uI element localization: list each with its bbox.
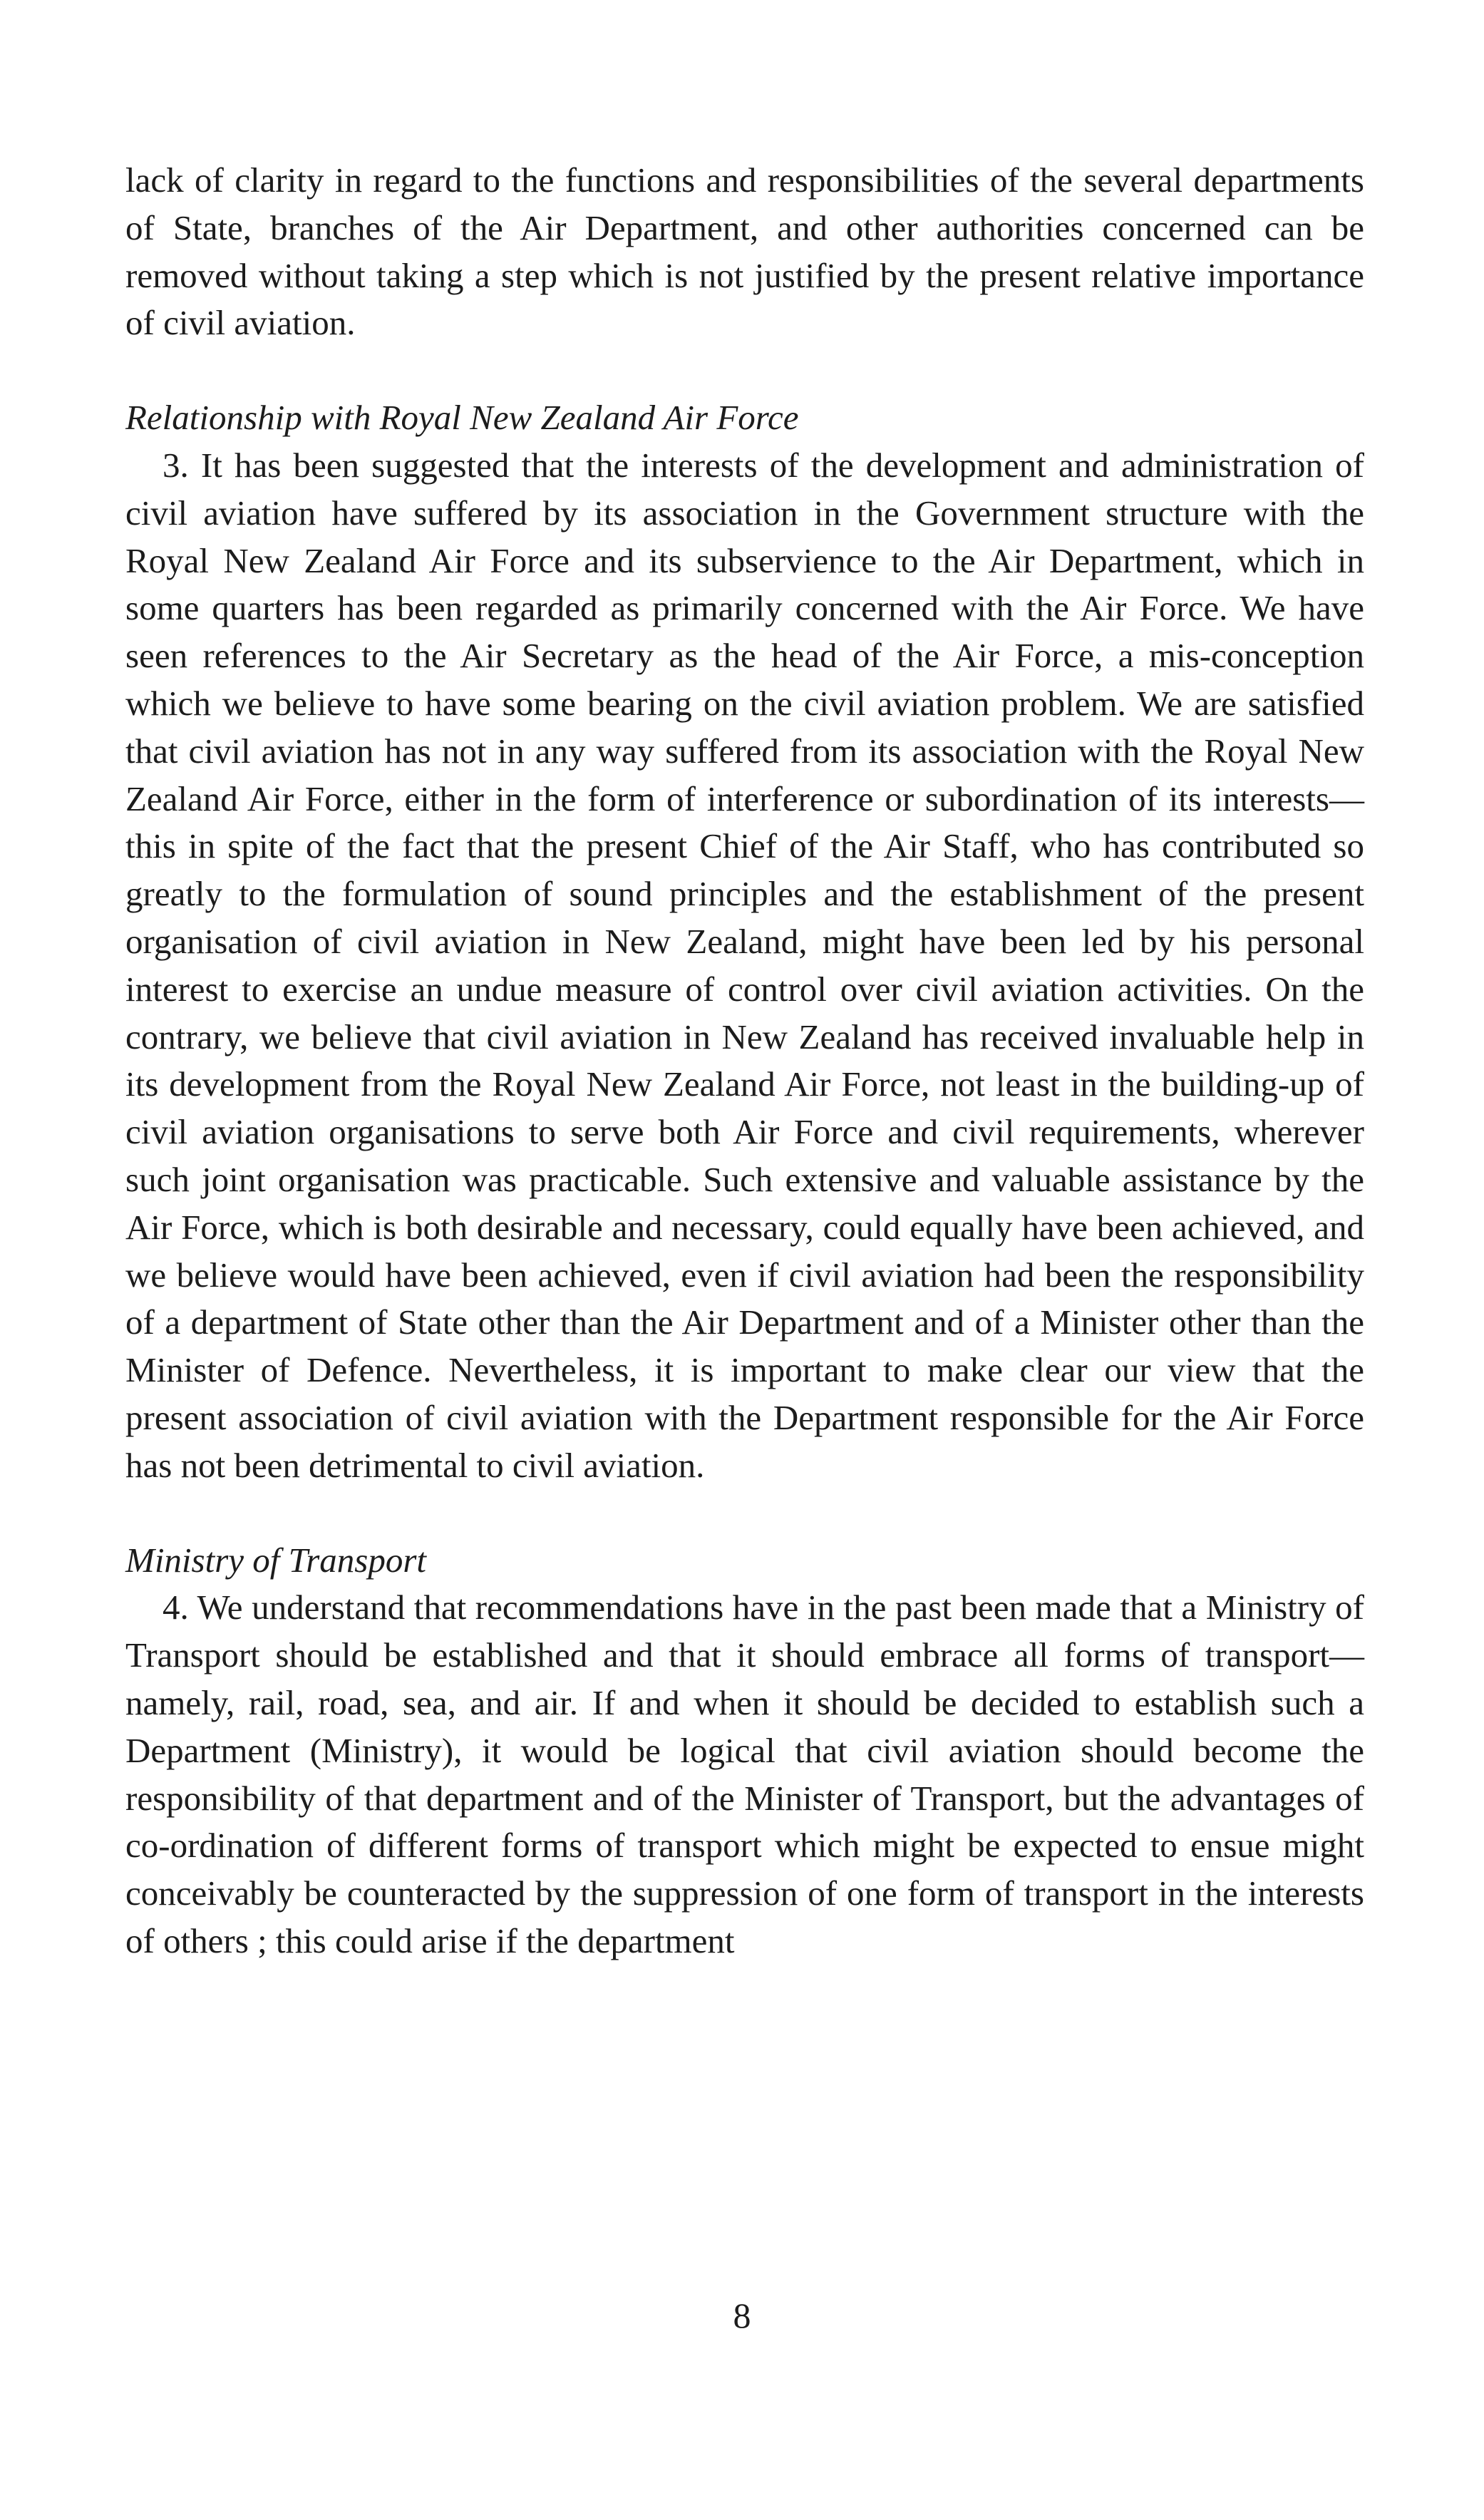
section-heading-relationship-raf: Relationship with Royal New Zealand Air Force: [125, 398, 799, 438]
section-heading-ministry-of-transport: Ministry of Transport: [125, 1540, 427, 1580]
text-column: [125, 157, 1364, 1965]
section-3-paragraph: 3. It has been suggested that the interests of the development and administration of civil aviation have suffered by its association in the Government structure with the Royal New Zealand Air Force and its subservience to the Air Department, which in some quarters has been regarded as primarily concerned with the Air Force. We have seen references to the Air Secretary as the head of the Air Force, a mis-conception which we believe to have some bearing on the civil aviation problem. We are satisfied that civil aviation has not in any way suffered from its association with the Royal New Zealand Air Force, either in the form of interference or subordination of its interests—this in spite of the fact that the present Chief of the Air Staff, who has contributed so greatly to the formulation of sound principles and the establishment of the present organisation of civil aviation in New Zealand, might have been led by his personal interest to exercise an undue measure of control over civil aviation activities. On the contrary, we believe that civil aviation in New Zealand has received invaluable help in its development from the Royal New Zealand Air Force, not least in the building-up of civil aviation organisations to serve both Air Force and civil requirements, wherever such joint organisation was practicable. Such extensive and valuable assistance by the Air Force, which is both desirable and necessary, could equally have been achieved, and we believe would have been achieved, even if civil aviation had been the responsibility of a department of State other than the Air Department and of a Minister other than the Minister of Defence. Nevertheless, it is important to make clear our view that the present association of civil aviation with the Department responsible for the Air Force has not been detrimental to civil aviation.: [125, 445, 1364, 1485]
continuation-paragraph: lack of clarity in regard to the functions and responsibilities of the several departments of State, branches of the Air Department, and other authorities concerned can be removed without taking a step which is not justified by the present relative importance of civil aviation.: [125, 160, 1364, 343]
section-4-paragraph: 4. We understand that recommendations have in the past been made that a Ministry of Transport should be established and that it should embrace all forms of transport—namely, rail, road, sea, and air. If and when it should be decided to establish such a Department (Ministry), it would be logical that civil aviation should become the responsibility of that department and of the Minister of Transport, but the advantages of co-ordination of different forms of transport which might be expected to ensue might conceivably be counteracted by the suppression of one form of transport in the interests of others ; this could arise if the department: [125, 1588, 1364, 1960]
page-number: 8: [733, 2295, 751, 2335]
